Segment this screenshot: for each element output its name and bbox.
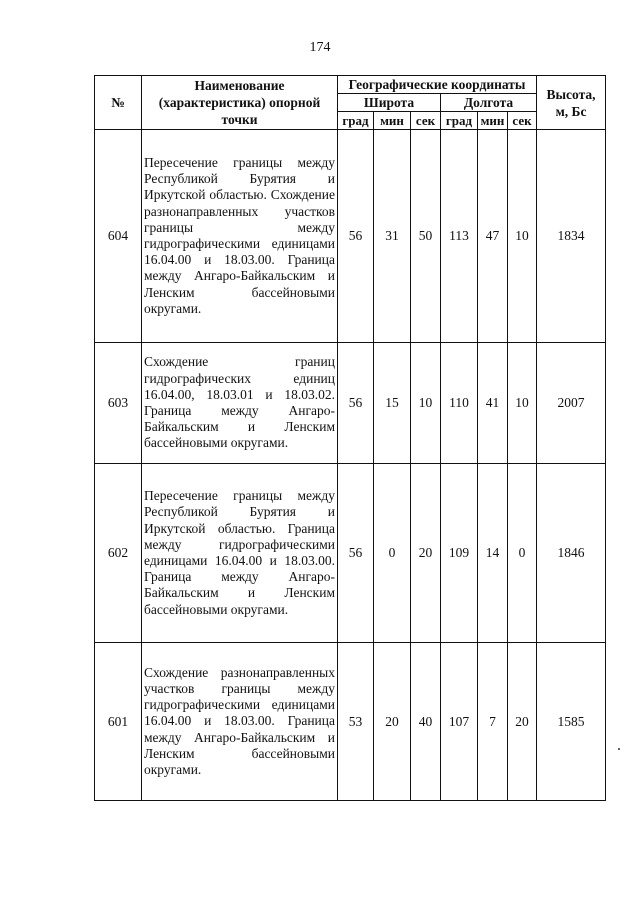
scan-speck bbox=[618, 748, 620, 750]
header-lat-deg: град bbox=[338, 112, 374, 130]
header-latitude: Широта bbox=[338, 94, 441, 112]
lat-min: 15 bbox=[374, 343, 411, 464]
header-lon-sec: сек bbox=[508, 112, 537, 130]
lat-deg: 56 bbox=[338, 343, 374, 464]
lon-deg: 110 bbox=[441, 343, 478, 464]
header-name: Наименование (характеристика) опорной точки bbox=[142, 76, 338, 130]
lon-deg: 113 bbox=[441, 130, 478, 343]
altitude: 2007 bbox=[537, 343, 606, 464]
lat-deg: 53 bbox=[338, 643, 374, 801]
table-row bbox=[95, 130, 606, 343]
lon-sec: 10 bbox=[508, 130, 537, 343]
lon-min: 7 bbox=[478, 643, 508, 801]
point-description: Схождение разнонаправленных участков границы между гидрографическими единицами 16.04.00 и 18.03.00. Граница между Ангаро-Байкальским и Ленским бассейновыми округами. bbox=[142, 643, 338, 801]
point-number: 604 bbox=[95, 130, 142, 343]
header-lat-sec: сек bbox=[411, 112, 441, 130]
header-num: № bbox=[95, 76, 142, 130]
page-number: 174 bbox=[309, 40, 331, 55]
header-longitude: Долгота bbox=[441, 94, 537, 112]
lat-sec: 20 bbox=[411, 464, 441, 643]
point-number: 603 bbox=[95, 343, 142, 464]
lat-deg: 56 bbox=[338, 130, 374, 343]
point-description: Пересечение границы между Республикой Бурятия и Иркутской областью. Граница между гидрографическими единицами 16.04.00 и 18.03.00. Граница между Ангаро-Байкальским и Ленским бассейновыми округами. bbox=[142, 464, 338, 643]
lon-sec: 0 bbox=[508, 464, 537, 643]
lon-min: 14 bbox=[478, 464, 508, 643]
lon-min: 41 bbox=[478, 343, 508, 464]
lat-sec: 40 bbox=[411, 643, 441, 801]
altitude: 1585 bbox=[537, 643, 606, 801]
altitude: 1834 bbox=[537, 130, 606, 343]
lon-deg: 107 bbox=[441, 643, 478, 801]
header-altitude: Высота, м, Бс bbox=[537, 76, 606, 130]
point-description: Пересечение границы между Республикой Бурятия и Иркутской областью. Схождение разнонаправленных участков границы между гидрографическими единицами 16.04.00 и 18.03.00. Граница между Ангаро-Байкальским и Ленским бассейновыми округами. bbox=[142, 130, 338, 343]
altitude: 1846 bbox=[537, 464, 606, 643]
table-row bbox=[95, 464, 606, 643]
header-lat-min: мин bbox=[374, 112, 411, 130]
point-number: 601 bbox=[95, 643, 142, 801]
lat-sec: 10 bbox=[411, 343, 441, 464]
header-lon-deg: град bbox=[441, 112, 478, 130]
lat-min: 20 bbox=[374, 643, 411, 801]
point-number: 602 bbox=[95, 464, 142, 643]
lon-min: 47 bbox=[478, 130, 508, 343]
lat-sec: 50 bbox=[411, 130, 441, 343]
table-row bbox=[95, 643, 606, 801]
reference-points-table bbox=[94, 75, 606, 801]
table-row bbox=[95, 343, 606, 464]
lon-deg: 109 bbox=[441, 464, 478, 643]
lon-sec: 10 bbox=[508, 343, 537, 464]
header-coordinates: Географические координаты bbox=[338, 76, 537, 94]
lat-deg: 56 bbox=[338, 464, 374, 643]
header-lon-min: мин bbox=[478, 112, 508, 130]
lat-min: 31 bbox=[374, 130, 411, 343]
lat-min: 0 bbox=[374, 464, 411, 643]
lon-sec: 20 bbox=[508, 643, 537, 801]
point-description: Схождение границ гидрографических единиц 16.04.00, 18.03.01 и 18.03.02. Граница между Ангаро-Байкальским и Ленским бассейновыми округами. bbox=[142, 343, 338, 464]
